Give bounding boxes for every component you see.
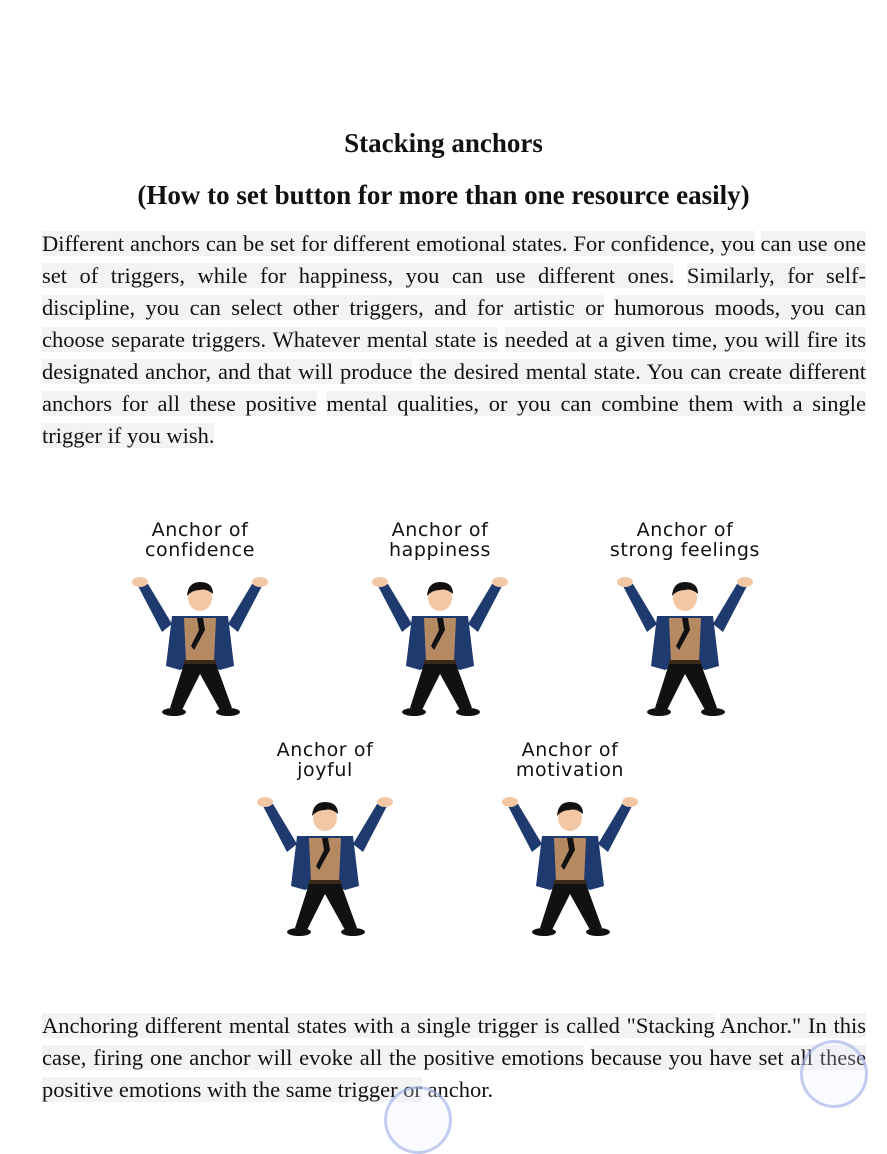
anchor-strong-feelings — [600, 520, 770, 718]
text-line: the desired mental state. You can create different anchors for all these positive — [42, 359, 867, 416]
page-title: Stacking anchors — [344, 128, 543, 158]
anchor-label: Anchor of joyful — [276, 739, 374, 781]
anchor-motivation — [485, 740, 655, 938]
anchor-confidence — [115, 520, 285, 718]
anchor-label: Anchor of motivation — [515, 739, 625, 781]
businessman-raising-fists-icon — [120, 566, 280, 718]
businessman-raising-fists-icon — [605, 566, 765, 718]
closing-paragraph — [42, 1010, 866, 1106]
businessman-raising-fists-icon — [360, 566, 520, 718]
text-line: needed at a given time, you will fire its designated anchor, and that will produce — [42, 327, 866, 384]
businessman-raising-fists-icon — [490, 786, 650, 938]
businessman-raising-fists-icon — [245, 786, 405, 938]
touch-indicator — [384, 1086, 452, 1154]
page-subtitle: (How to set button for more than one resource easily) — [137, 180, 750, 210]
text-line: anchor. — [427, 1077, 494, 1102]
text-line: can use one set of triggers, while for happiness, you can use different ones. — [42, 231, 867, 288]
anchor-label: Anchor of confidence — [144, 519, 255, 561]
anchor-label: Anchor of happiness — [388, 519, 491, 561]
anchor-happiness — [355, 520, 525, 718]
text-line: humorous moods, you can choose separate triggers. Whatever mental state is — [42, 295, 867, 352]
text-line: Anchor." In this case, firing one anchor will evoke all the positive emotions — [42, 1013, 866, 1070]
text-line: because you have set all these positive emotions with the same trigger or — [42, 1045, 866, 1102]
text-line: Different anchors can be set for different emotional states. For confidence, you — [42, 231, 755, 256]
anchor-joyful — [240, 740, 410, 938]
touch-indicator — [800, 1040, 868, 1108]
text-line: mental qualities, or you can combine them with a single trigger if you wish. — [42, 391, 867, 448]
anchors-illustration — [100, 510, 800, 950]
text-line: Similarly, for self-discipline, you can select other triggers, and for artistic or — [42, 263, 866, 320]
anchor-label: Anchor of strong feelings — [609, 519, 761, 561]
text-line: Anchoring different mental states with a single trigger is called "Stacking — [42, 1013, 715, 1038]
intro-paragraph — [42, 228, 866, 452]
